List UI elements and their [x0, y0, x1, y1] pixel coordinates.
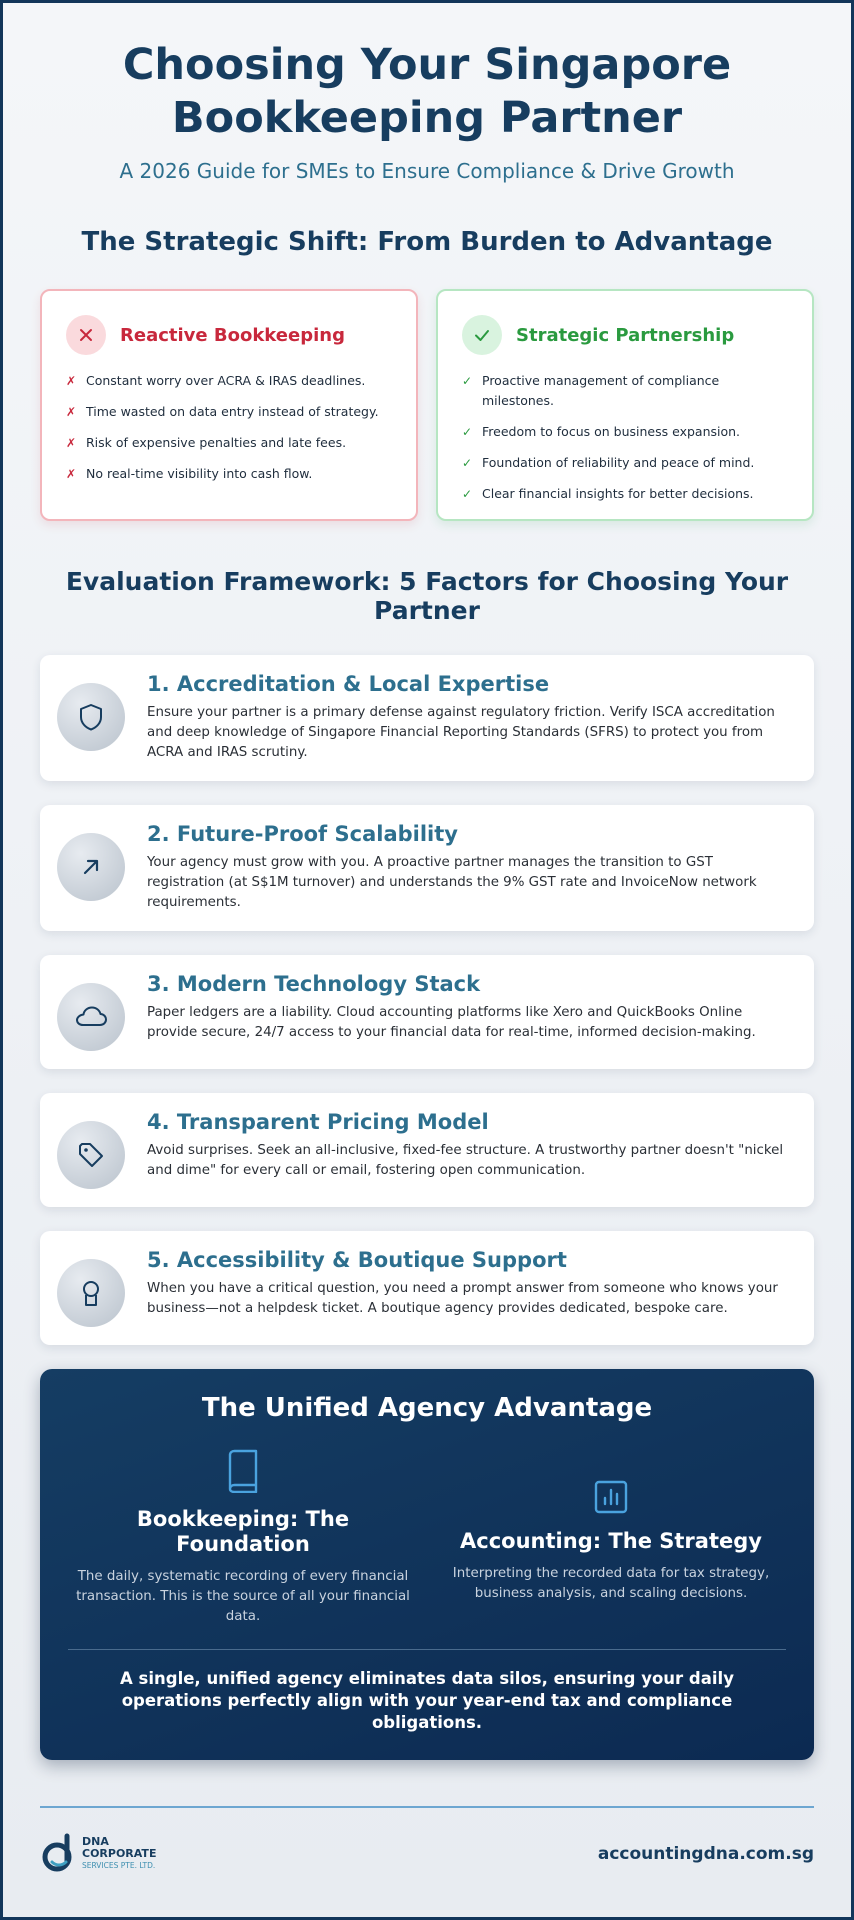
factor-title: 5. Accessibility & Boutique Support: [147, 1248, 567, 1272]
reactive-card: [40, 289, 418, 521]
accounting-title: Accounting: The Strategy: [460, 1529, 762, 1553]
comparison-cards: [3, 289, 851, 521]
cross-mark-icon: ✗: [66, 467, 77, 481]
strategic-card-title: Strategic Partnership: [516, 324, 735, 346]
bookkeeping-column: [68, 1445, 418, 1627]
framework-section-title: Evaluation Framework: 5 Factors for Choosing Your Partner: [65, 567, 789, 625]
factor-text: When you have a critical question, you need a prompt answer from someone who knows your business—not a helpdesk ticket. A boutique agency provides dedicated, bespoke care.: [147, 1281, 778, 1316]
shield-icon: [57, 683, 125, 751]
logo-text: [82, 1836, 156, 1872]
checkmark-icon: ✓: [462, 374, 473, 388]
factor-title: 1. Accreditation & Local Expertise: [147, 672, 550, 696]
factor-card-scalability: [40, 805, 814, 931]
list-item: [462, 422, 788, 442]
list-item: [462, 484, 788, 504]
list-item: [66, 371, 392, 391]
factor-title: 3. Modern Technology Stack: [147, 972, 481, 996]
logo-line1: DNA: [82, 1835, 109, 1848]
accounting-column: [436, 1445, 786, 1627]
bookkeeping-title: Bookkeeping: The Foundation: [136, 1507, 350, 1556]
x-icon: [66, 315, 106, 355]
list-item-text: Constant worry over ACRA & IRAS deadlines.: [86, 373, 366, 388]
page-subtitle: A 2026 Guide for SMEs to Ensure Compliance & Drive Growth: [119, 159, 735, 183]
factor-card-pricing: [40, 1093, 814, 1207]
cloud-icon: [57, 983, 125, 1051]
factor-card-accreditation: [40, 655, 814, 781]
reactive-list: [66, 371, 392, 484]
tag-icon: [57, 1121, 125, 1189]
page-title-line1: Choosing Your Singapore: [122, 40, 732, 90]
website-link[interactable]: accountingdna.com.sg: [597, 1844, 814, 1864]
factor-body: [147, 1109, 794, 1181]
factor-body: [147, 821, 794, 913]
checkmark-icon: ✓: [462, 456, 473, 470]
list-item: [66, 402, 392, 422]
checkmark-icon: ✓: [462, 487, 473, 501]
divider: [68, 1649, 786, 1650]
cross-mark-icon: ✗: [66, 436, 77, 450]
unified-advantage-panel: [40, 1369, 814, 1760]
reactive-card-header: [66, 315, 392, 355]
company-logo: [40, 1832, 156, 1876]
factor-card-accessibility: [40, 1231, 814, 1345]
factor-text: Paper ledgers are a liability. Cloud accounting platforms like Xero and QuickBooks Online provide secure, 24/7 access to your financial data for real-time, informed decision-making.: [147, 1005, 756, 1040]
factor-body: [147, 1247, 794, 1319]
factor-card-technology: [40, 955, 814, 1069]
logo-line3: SERVICES PTE. LTD.: [82, 1861, 156, 1870]
list-item-text: Foundation of reliability and peace of mind.: [482, 455, 755, 470]
factor-title: 2. Future-Proof Scalability: [147, 822, 458, 846]
list-item-text: No real-time visibility into cash flow.: [86, 466, 313, 481]
list-item-text: Time wasted on data entry instead of strategy.: [86, 404, 379, 419]
award-icon: [57, 1259, 125, 1327]
cross-mark-icon: ✗: [66, 405, 77, 419]
strategic-list: [462, 371, 788, 504]
factor-body: [147, 671, 794, 763]
accounting-text: Interpreting the recorded data for tax strategy, business analysis, and scaling decisions.: [452, 1566, 770, 1601]
cross-mark-icon: ✗: [66, 374, 77, 388]
shift-section-title: The Strategic Shift: From Burden to Advantage: [81, 227, 773, 257]
logo-line2: CORPORATE: [82, 1847, 157, 1860]
factor-text: Ensure your partner is a primary defense against regulatory friction. Verify ISCA accreditation and deep knowledge of Singapore Financial Reporting Standards (SFRS) to protect you from ACRA and IRAS scrutiny.: [147, 705, 775, 760]
factor-text: Your agency must grow with you. A proactive partner manages the transition to GST registration (at S$1M turnover) and understands the 9% GST rate and InvoiceNow network requirements.: [147, 855, 757, 910]
reactive-card-title: Reactive Bookkeeping: [120, 324, 345, 346]
footer-divider: [40, 1806, 814, 1808]
book-icon: [225, 1445, 261, 1493]
list-item-text: Proactive management of compliance milestones.: [482, 373, 720, 408]
list-item-text: Clear financial insights for better decisions.: [482, 486, 754, 501]
unified-columns: [68, 1445, 786, 1627]
checkmark-icon: ✓: [462, 425, 473, 439]
strategic-card: [436, 289, 814, 521]
list-item: [66, 433, 392, 453]
bar-chart-icon: [593, 1445, 629, 1515]
arrow-up-right-icon: [57, 833, 125, 901]
list-item: [462, 453, 788, 473]
list-item: [66, 464, 392, 484]
page-footer: [3, 1832, 851, 1876]
logo-mark-icon: [40, 1832, 78, 1876]
factor-text: Avoid surprises. Seek an all-inclusive, fixed-fee structure. A trustworthy partner doesn't "nickel and dime" for every call or email, fostering open communication.: [147, 1143, 784, 1178]
list-item-text: Freedom to focus on business expansion.: [482, 424, 741, 439]
check-icon: [462, 315, 502, 355]
factor-list: [3, 655, 851, 1345]
page-header: [3, 3, 851, 183]
strategic-card-header: [462, 315, 788, 355]
list-item-text: Risk of expensive penalties and late fees.: [86, 435, 347, 450]
factor-body: [147, 971, 794, 1043]
unified-title: The Unified Agency Advantage: [201, 1393, 653, 1423]
factor-title: 4. Transparent Pricing Model: [147, 1110, 489, 1134]
list-item: [462, 371, 788, 411]
page-title: [3, 39, 851, 145]
bookkeeping-text: The daily, systematic recording of every financial transaction. This is the source of all your financial data.: [76, 1569, 410, 1624]
unified-summary: A single, unified agency eliminates data silos, ensuring your daily operations perfectly align with your year-end tax and compliance obligations.: [120, 1669, 734, 1732]
page-title-line2: Bookkeeping Partner: [171, 93, 683, 143]
